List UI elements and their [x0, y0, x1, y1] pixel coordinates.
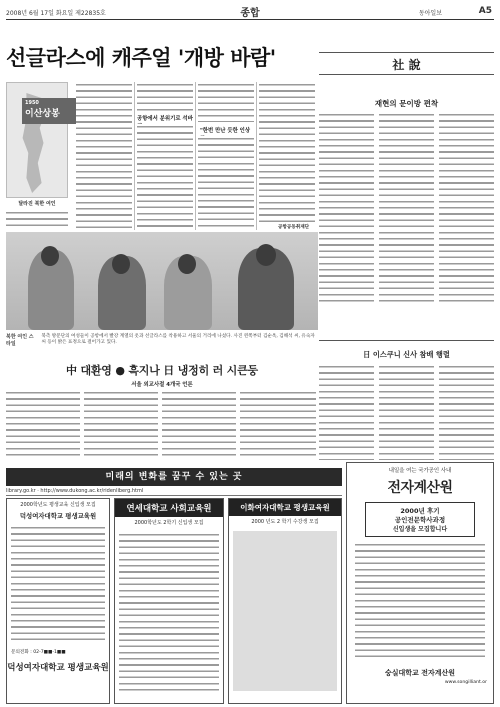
photo-head [112, 254, 130, 274]
news-photo [6, 232, 318, 330]
article-subhead-2: "한번 만난 듯한 인상 [200, 128, 251, 134]
article-subhead-1: 공항에서 분위기로 석바 [137, 116, 193, 122]
photo-caption [6, 333, 318, 347]
ad4-title: 전자계산원 [387, 480, 453, 496]
ad-url[interactable]: library.go.kr · http://www.dukong.ac.kr/ridenliberg.html [6, 488, 342, 496]
article-text-col4 [259, 82, 315, 222]
editorial2-text-col2 [379, 364, 434, 460]
ad2-body [119, 532, 219, 692]
editorial-divider [319, 340, 494, 341]
section-name: 종합 [240, 8, 260, 19]
article-text-col1 [76, 82, 132, 230]
photo-head [256, 244, 276, 266]
photo-caption-label: 북한 여인 스타일 [6, 334, 34, 347]
ad-yonsei[interactable] [114, 498, 224, 704]
column-rule [256, 82, 257, 230]
header-rule [6, 19, 494, 20]
editorial-label: 社 說 [392, 58, 421, 72]
photo-head [41, 246, 59, 266]
countries-subheadline: 서울 외교사절 4개국 언론 [131, 382, 193, 388]
ad3-sub: 2000 년도 2 학기 수강생 모집 [251, 519, 319, 525]
stamp-year: 1950 [25, 100, 39, 106]
editorial-text-col3 [439, 112, 494, 302]
paper-name: 동아일보 [418, 10, 442, 17]
reporter-credit: 공항공동취재단 [278, 225, 310, 230]
article-text-col3a [198, 82, 254, 122]
article-text-col0 [6, 210, 68, 230]
ad1-sub: 2000학년도 평생교육 신입생 모집 [20, 502, 96, 508]
stamp-title: 이산상봉 [25, 109, 60, 119]
ad2-sub: 2000학년도 2학기 신입생 모집 [134, 520, 204, 526]
photo-caption-text: 북측 방문단의 여성들이 공항에서 빨강 계열의 옷과 선글라스를 착용하고 서울의 거리에 나섰다. 사진 왼쪽부터 김순옥, 김해석 씨, 유숙자 씨 등이 밝은 표정으로 걸어가고 있다. [41, 334, 315, 345]
ad2-title: 연세대학교 사회교육원 [115, 499, 223, 517]
ad4-url[interactable]: www.songilliant.or [444, 680, 487, 685]
ad4-top: 내일을 여는 국가공인 사내 [388, 468, 452, 474]
photo-head [178, 254, 196, 274]
column-rule [134, 82, 135, 230]
ad4-callout [365, 502, 475, 537]
ad4-school: 숭실대학교 전자계산원 [384, 669, 456, 677]
map-caption: 달라진 북한 여인 [18, 201, 56, 207]
countries-text-col2 [84, 390, 158, 460]
ad-ewha[interactable] [228, 498, 342, 704]
ad-duksung[interactable] [6, 498, 110, 704]
second-editorial-title: 日 이스쿠니 신사 참배 행렬 [363, 350, 450, 359]
ad4-mid1: 2000년 후기 [400, 507, 440, 515]
series-stamp [22, 98, 80, 124]
ad3-title: 이화여자대학교 평생교육원 [229, 499, 341, 516]
countries-text-col1 [6, 390, 80, 460]
ad4-mid3: 신입생을 모집합니다 [392, 526, 448, 533]
editorial2-text-col1 [319, 364, 374, 460]
ad1-contact: 문의전화 : 02-7■■-1■■ [11, 650, 66, 655]
ad1-body [11, 525, 105, 645]
column-rule [195, 82, 196, 230]
page-number: A5 [478, 6, 492, 16]
ad-soongsil[interactable] [346, 462, 494, 704]
editorial-title: 재현의 문이방 편착 [374, 99, 439, 108]
editorial2-text-col3 [439, 364, 494, 460]
article-text-col2a [137, 82, 193, 112]
countries-text-col4 [240, 390, 316, 460]
editorial-text-col2 [379, 112, 434, 302]
article-text-col2b [137, 124, 193, 230]
main-headline: 선글라스에 캐주얼 '개방 바람' [6, 46, 276, 70]
ad-banner: 미래의 변화를 꿈꾸 수 있는 곳 [6, 468, 342, 486]
issue-date: 2008년 6월 17일 화요일 제22835호 [6, 10, 106, 17]
ad3-body [233, 531, 337, 691]
ad1-school: 덕성여자대학교 평생교육원 [7, 663, 109, 673]
ad4-body [355, 542, 485, 662]
ad4-mid2: 공인전문학사과정 [394, 516, 446, 524]
editorial-text-col1 [319, 112, 374, 302]
ad1-title: 덕성여자대학교 평생교육원 [19, 512, 97, 520]
countries-text-col3 [162, 390, 236, 460]
editorial-top-rule [319, 52, 494, 53]
countries-headline: 中 대환영 ● 흑지나 日 냉정히 러 시큰둥 [66, 364, 258, 377]
editorial-rule [319, 74, 494, 75]
article-text-col3b [198, 136, 254, 230]
